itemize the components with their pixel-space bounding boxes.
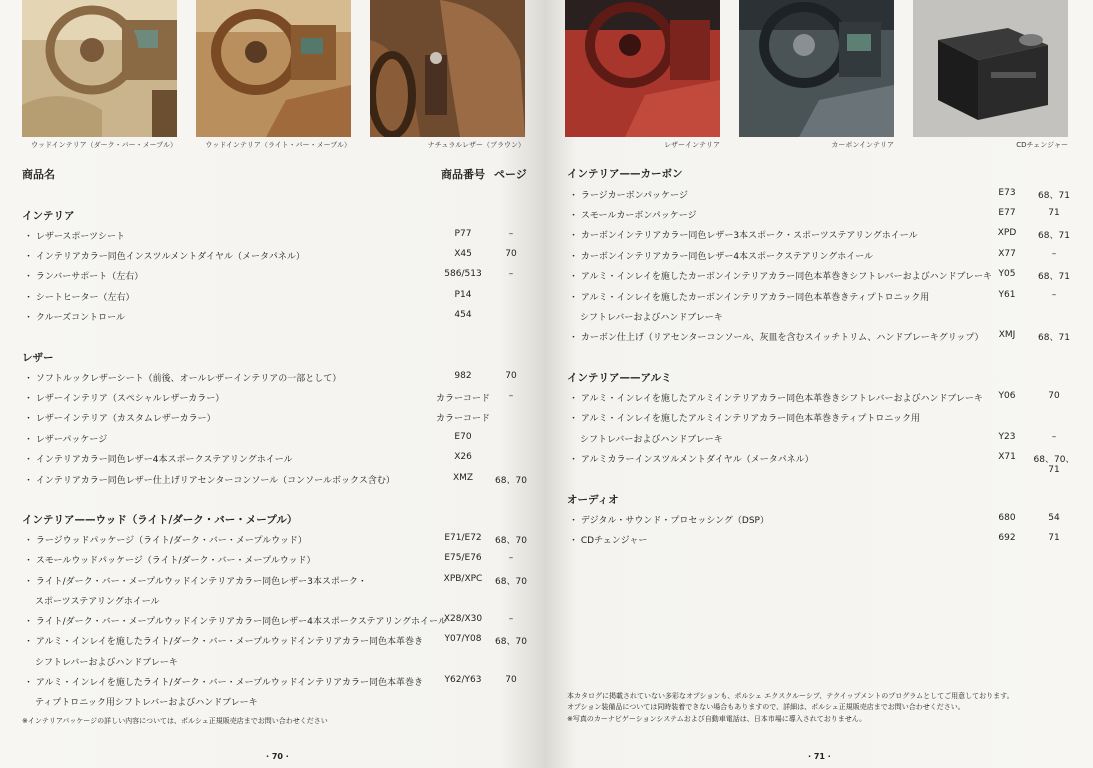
item-page: – [508, 614, 514, 624]
list-item: ・ ラージウッドパッケージ（ライト/ダーク・バー・メープルウッド） [24, 536, 307, 546]
photo-cd-changer [913, 0, 1068, 137]
item-page: 68、70 [495, 536, 527, 546]
item-page: – [1051, 249, 1057, 259]
list-item: ・ アルミ・インレイを施したカーボンインテリアカラー同色本革巻きティプトロニック用 [569, 293, 930, 303]
item-code: XPD [997, 228, 1017, 238]
list-item: ・ アルミ・インレイを施したライト/ダーク・バー・メープルウッドインテリアカラー同色本革巻き [24, 637, 424, 647]
item-code: カラーコード [435, 414, 490, 424]
item-code: 680 [998, 513, 1016, 523]
left-page [0, 0, 544, 768]
list-item: ・ アルミ・インレイを施したアルミインテリアカラー同色本革巻きシフトレバーおよびハンドブレーキ [569, 394, 983, 404]
item-page: 68、71 [1038, 231, 1070, 241]
list-item: ・ カーボン仕上げ（リアセンターコンソール、灰皿を含むスイッチトリム、ハンドブレーキグリップ） [569, 333, 984, 343]
item-page: – [1051, 432, 1057, 442]
photo-natural-leather-brown [370, 0, 525, 137]
list-item: ・ インテリアカラー同色レザー仕上げリアセンターコンソール（コンソールボックス含む） [24, 476, 395, 486]
list-item: ・ ランバーサポート（左右） [24, 272, 144, 282]
item-page: 70 [505, 371, 517, 381]
item-page: 70 [505, 675, 517, 685]
item-code: XMJ [998, 330, 1016, 340]
item-code: P14 [454, 290, 472, 300]
item-page: 70 [1048, 391, 1060, 401]
item-code: P77 [454, 229, 472, 239]
photo-wood-light-interior [196, 0, 351, 137]
item-page: 71 [1048, 208, 1060, 218]
item-page: 68、70 [495, 637, 527, 647]
section-title-interior: インテリア [22, 210, 75, 222]
item-code: X71 [998, 452, 1016, 462]
column-header-name: 商品名 [22, 168, 55, 181]
item-code: E75/E76 [444, 553, 482, 563]
item-code: X77 [998, 249, 1016, 259]
list-item: ・ クルーズコントロール [24, 313, 125, 323]
list-item: ・ インテリアカラー同色レザー4本スポークステアリングホイール [24, 455, 293, 465]
list-item: ・ アルミ・インレイを施したライト/ダーク・バー・メープルウッドインテリアカラー同色本革巻き [24, 678, 424, 688]
item-code: E73 [998, 188, 1016, 198]
list-item: ・ カーボンインテリアカラー同色レザー4本スポークステアリングホイール [569, 252, 874, 262]
item-page: – [508, 229, 514, 239]
item-page: 68、71 [1038, 191, 1070, 201]
item-code: XPB/XPC [443, 574, 483, 584]
item-page: – [508, 391, 514, 401]
list-item: ・ スモールウッドパッケージ（ライト/ダーク・バー・メープルウッド） [24, 556, 316, 566]
item-code: X45 [454, 249, 472, 259]
right-page [544, 0, 1093, 768]
item-code: X28/X30 [443, 614, 483, 624]
item-page: 68、70、71 [1033, 455, 1075, 475]
list-item-continuation: シフトレバーおよびハンドブレーキ [580, 313, 723, 323]
list-item-continuation: シフトレバーおよびハンドブレーキ [580, 435, 723, 445]
list-item: ・ カーボンインテリアカラー同色レザー3本スポーク・スポーツステアリングホイール [569, 231, 918, 241]
item-page: 68、70 [495, 476, 527, 486]
item-page: – [508, 269, 514, 279]
item-page: 70 [505, 249, 517, 259]
item-code: 692 [998, 533, 1016, 543]
item-page: – [1051, 290, 1057, 300]
caption: ウッドインテリア（ライト・バー・メープル） [205, 141, 351, 149]
item-code: Y62/Y63 [444, 675, 482, 685]
list-item: ・ ソフトルックレザーシート（前後、オールレザーインテリアの一部として） [24, 374, 342, 384]
list-item: ・ デジタル・サウンド・プロセッシング（DSP） [569, 516, 769, 526]
list-item: ・ ライト/ダーク・バー・メープルウッドインテリアカラー同色レザー4本スポークステアリングホイール [24, 617, 447, 627]
item-code: XMZ [452, 473, 474, 483]
item-code: E77 [998, 208, 1016, 218]
item-code: 454 [454, 310, 472, 320]
item-code: Y23 [998, 432, 1016, 442]
footnote: ※写真のカーナビゲーションシステムおよび自動車電話は、日本市場に導入されておりません。 [567, 715, 867, 723]
item-code: 982 [454, 371, 472, 381]
photo-leather-interior [565, 0, 720, 137]
section-title-leather: レザー [22, 352, 54, 364]
list-item: ・ CDチェンジャー [569, 536, 648, 546]
list-item: ・ アルミカラーインスツルメントダイヤル（メータパネル） [569, 455, 814, 465]
list-item: ・ アルミ・インレイを施したカーボンインテリアカラー同色本革巻きシフトレバーおよびハンドブレーキ [569, 272, 993, 282]
list-item: ・ スモールカーボンパッケージ [569, 211, 697, 221]
footnote: 本カタログに掲載されていない多彩なオプションも、ポルシェ エクスクルーシブ、テクイップメントのプログラムとしてご用意しております。 [567, 692, 1014, 700]
caption: ウッドインテリア（ダーク・バー・メープル） [31, 141, 177, 149]
item-code: E70 [454, 432, 472, 442]
item-code: 586/513 [444, 269, 482, 279]
footnote: オプション装備品については同時装着できない場合もありますので、詳細は、ポルシェ正規販売店までお問い合わせください。 [567, 703, 965, 711]
list-item-continuation: シフトレバーおよびハンドブレーキ [35, 658, 178, 668]
list-item-continuation: スポーツステアリングホイール [35, 597, 160, 607]
page-number: · 70 · [266, 752, 289, 761]
list-item: ・ レザーパッケージ [24, 435, 108, 445]
caption: レザーインテリア [664, 141, 720, 149]
item-code: Y05 [998, 269, 1016, 279]
item-page: 54 [1048, 513, 1060, 523]
list-item-continuation: ティプトロニック用シフトレバーおよびハンドブレーキ [35, 698, 258, 708]
column-header-page: ページ [494, 168, 527, 181]
section-title-aluminum: インテリア——アルミ [567, 372, 672, 384]
list-item: ・ ライト/ダーク・バー・メープルウッドインテリアカラー同色レザー3本スポーク・ [24, 577, 367, 587]
section-title-audio: オーディオ [567, 494, 619, 506]
photo-wood-dark-interior [22, 0, 177, 137]
list-item: ・ アルミ・インレイを施したアルミインテリアカラー同色本革巻きティプトロニック用 [569, 414, 921, 424]
caption: ナチュラルレザー（ブラウン） [427, 141, 525, 149]
item-code: Y06 [998, 391, 1016, 401]
list-item: ・ インテリアカラー同色インスツルメントダイヤル（メータパネル） [24, 252, 305, 262]
item-code: E71/E72 [444, 533, 482, 543]
item-page: 68、71 [1038, 333, 1070, 343]
list-item: ・ レザーインテリア（カスタムレザーカラー） [24, 414, 216, 424]
list-item: ・ シートヒーター（左右） [24, 293, 135, 303]
item-page: 71 [1048, 533, 1060, 543]
item-code: カラーコード [435, 394, 490, 404]
caption: CDチェンジャー [1016, 141, 1068, 149]
column-header-code: 商品番号 [441, 168, 485, 181]
page-number: · 71 · [808, 752, 831, 761]
footnote: ※インテリアパッケージの詳しい内容については、ポルシェ正規販売店までお問い合わせください [22, 717, 328, 725]
list-item: ・ レザーインテリア（スペシャルレザーカラー） [24, 394, 225, 404]
item-page: 68、70 [495, 577, 527, 587]
item-code: Y07/Y08 [444, 634, 482, 644]
caption: カーボンインテリア [831, 141, 894, 149]
list-item: ・ レザースポーツシート [24, 232, 126, 242]
item-page: – [508, 553, 514, 563]
list-item: ・ ラージカーボンパッケージ [569, 191, 688, 201]
item-page: 68、71 [1038, 272, 1070, 282]
section-title-carbon: インテリア——カーボン [567, 168, 683, 180]
section-title-wood: インテリア——ウッド（ライト/ダーク・バー・メープル） [22, 514, 298, 526]
item-code: Y61 [998, 290, 1016, 300]
item-code: X26 [454, 452, 472, 462]
photo-carbon-interior [739, 0, 894, 137]
